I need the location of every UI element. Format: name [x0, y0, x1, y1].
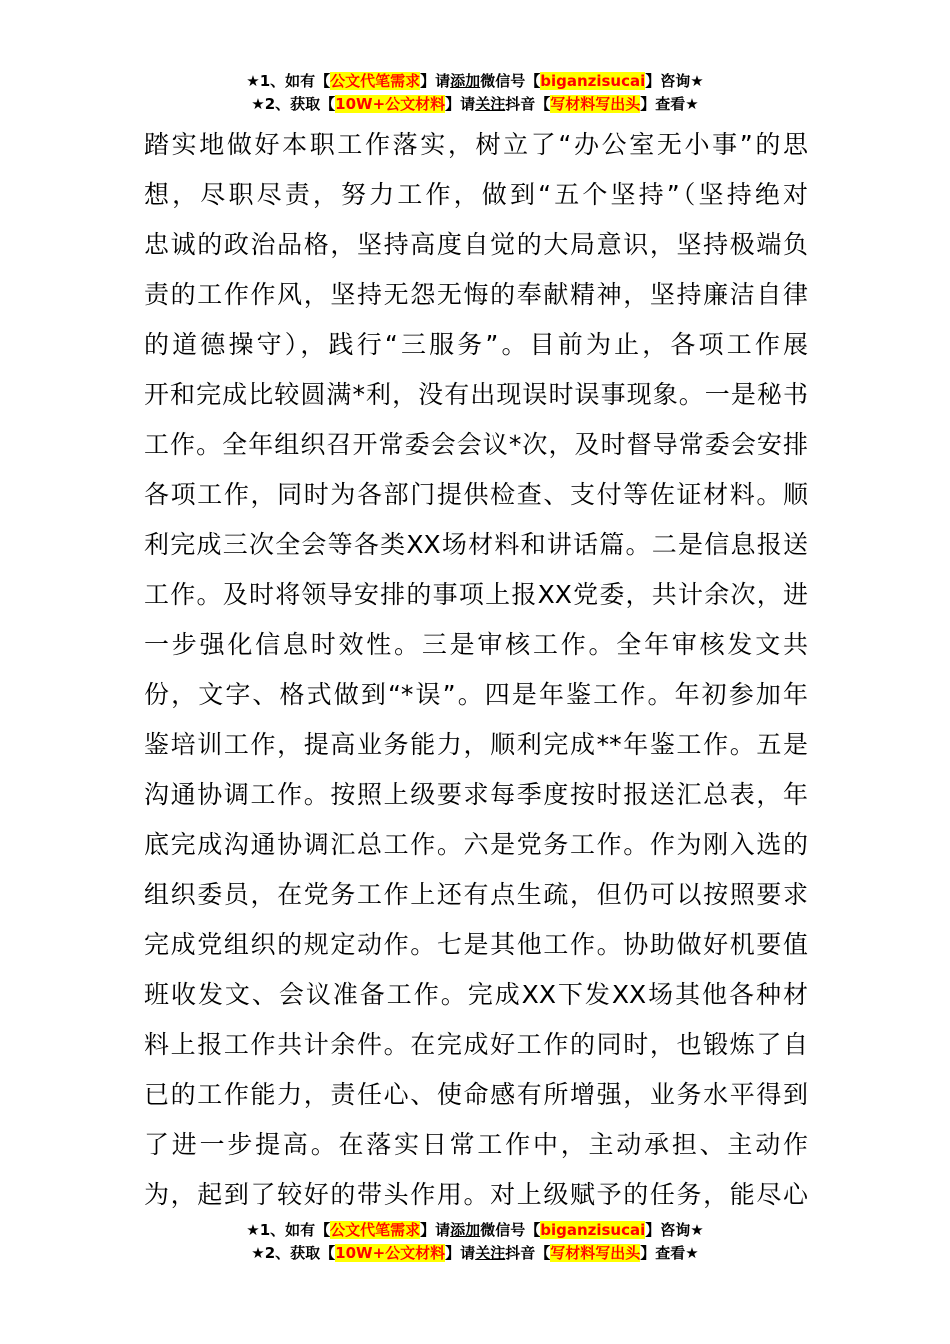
banner-text: 】咨询 [645, 1221, 691, 1239]
body-text-line: 鉴培训工作，提高业务能力，顺利完成**年鉴工作。五是 [144, 730, 808, 759]
body-text-line: 忠诚的政治品格，坚持高度自觉的大局意识，坚持极端负 [144, 230, 808, 259]
star-icon: ★ [685, 1244, 699, 1262]
banner-text-underlined: 关注 [475, 95, 506, 113]
document-body [144, 120, 808, 1220]
body-text-line: 组织委员，在党务工作上还有点生疏，但仍可以按照要求 [144, 880, 808, 909]
star-icon: ★ [246, 72, 260, 90]
body-text-line: 各项工作，同时为各部门提供检查、支付等佐证材料。顺 [144, 480, 808, 509]
banner-highlight-service: 公文代笔需求 [330, 72, 421, 90]
body-text-line: 底完成沟通协调汇总工作。六是党务工作。作为刚入选的 [144, 830, 808, 859]
body-text-line: 利完成三次全会等各类XX场材料和讲话篇。二是信息报送 [144, 530, 808, 559]
body-text-line: 责的工作作风，坚持无怨无悔的奉献精神，坚持廉洁自律 [144, 280, 808, 309]
banner-line-1 [0, 1219, 950, 1242]
body-text-line: 已的工作能力，责任心、使命感有所增强，业务水平得到 [144, 1080, 808, 1109]
banner-highlight-service: 公文代笔需求 [330, 1221, 421, 1239]
banner-text: 1、如有【 [259, 72, 331, 90]
banner-text: 】请 [420, 72, 451, 90]
body-text-line: 工作。及时将领导安排的事项上报XX党委，共计余次，进 [144, 580, 808, 609]
body-text-line: 沟通协调工作。按照上级要求每季度按时报送汇总表，年 [144, 780, 808, 809]
banner-text: 微信号【 [480, 72, 541, 90]
body-text-line: 班收发文、会议准备工作。完成XX下发XX场其他各种材 [144, 980, 808, 1009]
banner-text: 】查看 [640, 1244, 686, 1262]
body-text-line: 一步强化信息时效性。三是审核工作。全年审核发文共 [144, 630, 808, 659]
body-text-line: 开和完成比较圆满*利，没有出现误时误事现象。一是秘书 [144, 380, 808, 409]
body-text-line: 工作。全年组织召开常委会会议*次，及时督导常委会安排 [144, 430, 808, 459]
banner-line-1 [0, 70, 950, 93]
body-text-line: 份，文字、格式做到“*误”。四是年鉴工作。年初参加年 [144, 680, 808, 709]
banner-text: 】请 [445, 1244, 476, 1262]
banner-line-2 [0, 1242, 950, 1265]
star-icon: ★ [251, 95, 265, 113]
banner-text-underlined: 添加 [450, 1221, 481, 1239]
star-icon: ★ [690, 1221, 704, 1239]
banner-text-underlined: 添加 [450, 72, 481, 90]
banner-highlight-douyin-account: 写材料写出头 [550, 1244, 641, 1262]
body-text-line: 了进一步提高。在落实日常工作中，主动承担、主动作 [144, 1130, 808, 1159]
body-text-line: 料上报工作共计余件。在完成好工作的同时，也锻炼了自 [144, 1030, 808, 1059]
banner-line-2 [0, 93, 950, 116]
banner-highlight-materials: 10W+公文材料 [335, 1244, 446, 1262]
footer-banner [0, 1219, 950, 1265]
star-icon: ★ [246, 1221, 260, 1239]
banner-highlight-douyin-account: 写材料写出头 [550, 95, 641, 113]
banner-text: 抖音【 [505, 95, 551, 113]
banner-text: 微信号【 [480, 1221, 541, 1239]
star-icon: ★ [690, 72, 704, 90]
banner-text: 】咨询 [645, 72, 691, 90]
body-text-line: 完成党组织的规定动作。七是其他工作。协助做好机要值 [144, 930, 808, 959]
body-text-line: 的道德操守），践行“三服务”。目前为止，各项工作展 [144, 330, 808, 359]
banner-text: 】请 [420, 1221, 451, 1239]
banner-text: 抖音【 [505, 1244, 551, 1262]
banner-text: 1、如有【 [259, 1221, 331, 1239]
header-banner [0, 70, 950, 116]
body-text-line: 想，尽职尽责，努力工作，做到“五个坚持”（坚持绝对 [144, 180, 808, 209]
banner-highlight-wechat-id: biganzisucai [540, 1221, 646, 1239]
banner-text: 】请 [445, 95, 476, 113]
banner-text: 2、获取【 [264, 95, 336, 113]
star-icon: ★ [685, 95, 699, 113]
banner-text-underlined: 关注 [475, 1244, 506, 1262]
banner-highlight-wechat-id: biganzisucai [540, 72, 646, 90]
body-text-line: 为，起到了较好的带头作用。对上级赋予的任务，能尽心 [144, 1180, 808, 1209]
banner-highlight-materials: 10W+公文材料 [335, 95, 446, 113]
banner-text: 2、获取【 [264, 1244, 336, 1262]
body-text-line: 踏实地做好本职工作落实，树立了“办公室无小事”的思 [144, 130, 808, 159]
star-icon: ★ [251, 1244, 265, 1262]
banner-text: 】查看 [640, 95, 686, 113]
